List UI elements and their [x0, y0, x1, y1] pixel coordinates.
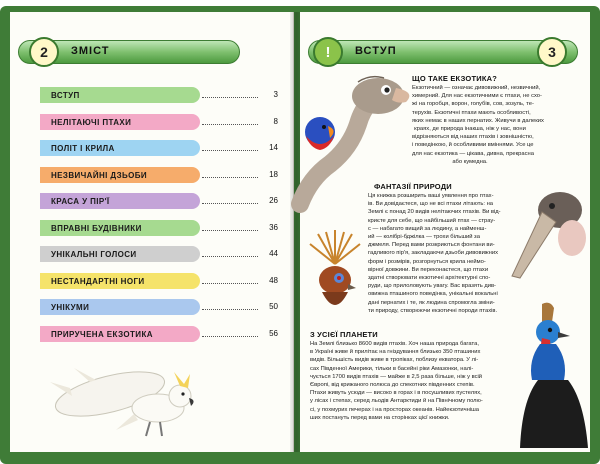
toc-leader-dots: [202, 304, 258, 310]
toc-item-page: 36: [269, 222, 278, 232]
toc-header-bar: [18, 40, 240, 64]
text-line: с — набагато вищий за людину, а найменш-: [368, 225, 487, 232]
text-line: Птахи живуть усюди — високо в горах і в посушливих пустелях,: [310, 390, 482, 397]
toc-item-label: ВПРАВНІ БУДІВНИКИ: [40, 220, 200, 236]
text-line: в Україні живе й прилітає на гніздування близько 350 пташиних: [310, 349, 481, 356]
text-line: джмеля. Перед вами розкриються фонтани ви-: [368, 242, 495, 249]
text-line: ших постануть перед вами на сторінках цієї книжки.: [310, 414, 450, 421]
marabou-stork-illustration: [512, 188, 588, 280]
toc-item-page: 48: [269, 275, 278, 285]
hoatzin-illustration: [304, 230, 366, 318]
text-line: видів. Більшість видів живе в тропіках, поблизу екватора. У лі-: [310, 357, 479, 364]
page-title: ВСТУП: [355, 45, 397, 57]
section-title: ЩО ТАКЕ ЕКЗОТИКА?: [412, 74, 497, 83]
toc-item-label: УНІКУМИ: [40, 299, 200, 315]
toc-item[interactable]: [40, 193, 276, 209]
toc-item[interactable]: [40, 114, 276, 130]
text-line: у лісах і степах, серед льодів Антарктиди й на Північному полю-: [310, 398, 483, 405]
toc-leader-dots: [202, 119, 258, 125]
section-title: З УСІЄЇ ПЛАНЕТИ: [310, 330, 378, 339]
toc-item[interactable]: [40, 220, 276, 236]
section-paragraph: [310, 340, 520, 422]
toc-item[interactable]: [40, 246, 276, 262]
text-line: сах Південної Америки, тільки в басейні ріки Амазонки, налі-: [310, 365, 474, 372]
toc-item[interactable]: [40, 87, 276, 103]
text-line: Ця книжка розширить ваші уявлення про птах-: [368, 193, 494, 199]
cockatoo-illustration: [50, 352, 250, 448]
text-line: Європі, від крижаного полюса до спекотних південних степів.: [310, 382, 475, 389]
text-line: відрізняються від наших птахів і зовнішністю,: [412, 134, 534, 141]
toc-item-page: 3: [273, 90, 278, 99]
section-paragraph: [368, 192, 518, 315]
intro-header-bar: [308, 40, 578, 64]
text-line: чується 1700 видів птахів — майже в 2,5 раза більше, ніж у всій: [310, 373, 483, 380]
toc-item-page: 14: [269, 143, 278, 152]
text-line: яких немає в наших пернатих. Живучи в далеких: [412, 117, 544, 124]
toc-leader-dots: [202, 278, 258, 284]
text-line: краях, де природа інакша, ніж у нас, вони: [414, 126, 526, 133]
text-line: терухів. Екзотичні птахи мають особливості,: [412, 109, 531, 116]
page-title: ЗМІСТ: [71, 45, 110, 57]
text-line: здатні створювати екзотичні архітектурні спо-: [368, 275, 491, 282]
text-line: жі на горобця, ворон, голубів, сов, зозуль, те-: [412, 101, 534, 108]
text-line: форм і розмірів, розгорнуться крила неймо-: [368, 258, 486, 265]
text-line: ів. Ви довідаєтеся, що не всі птахи літають: на: [368, 201, 494, 208]
toc-item[interactable]: [40, 299, 276, 315]
toc-item-page: 50: [269, 302, 278, 311]
toc-item[interactable]: [40, 273, 276, 289]
toc-item-page: 44: [269, 249, 278, 258]
toc-item[interactable]: [40, 167, 276, 183]
left-page: [10, 12, 294, 452]
text-line: і поведінкою, й особливими вміннями. Усе це: [412, 142, 534, 149]
toc-item-page: 26: [269, 196, 278, 205]
toc-leader-dots: [202, 198, 258, 204]
toc-item-page: 56: [269, 328, 278, 338]
text-line: ий — колібрі-бджілка — трохи більший за: [368, 234, 480, 241]
page-number: 3: [537, 37, 567, 67]
toc-leader-dots: [202, 145, 258, 151]
text-line: або кумедна.: [452, 158, 488, 165]
text-line: для нас екзотика — цікава, дивна, прекрасна: [412, 150, 534, 157]
toc-item-page: 8: [273, 116, 278, 126]
right-page: [300, 12, 590, 452]
lory-parrot-illustration: [300, 114, 340, 154]
toc-leader-dots: [202, 92, 258, 98]
toc-leader-dots: [202, 172, 258, 178]
text-line: Екзотичний — означає дивовижний, незвичний,: [412, 85, 541, 91]
toc-leader-dots: [202, 331, 258, 337]
toc-leader-dots: [202, 251, 258, 257]
text-line: химерний. Для нас екзотичними є птахи, не схо-: [412, 93, 542, 100]
text-line: дані пернатих і те, як людина спромогла зміни-: [368, 299, 495, 306]
page-number: 2: [29, 37, 59, 67]
table-of-contents: [40, 87, 276, 352]
text-line: сі, у похмурих печерах і на просторах океанів. Найекзотичніша: [310, 406, 480, 413]
toc-item-label: УНІКАЛЬНІ ГОЛОСИ: [40, 246, 200, 262]
toc-item-label: КРАСА У ПІР'Ї: [40, 193, 200, 209]
toc-item-label: НЕЗВИЧАЙНІ ДЗЬОБИ: [40, 167, 200, 183]
section-paragraph: [412, 84, 544, 166]
section-title: ФАНТАЗІЇ ПРИРОДИ: [374, 182, 452, 191]
cassowary-illustration: [512, 300, 588, 448]
toc-item-page: 18: [269, 169, 278, 179]
toc-item[interactable]: [40, 140, 276, 156]
text-line: Землі є понад 20 видів нелітаючих птахів. Ви від-: [368, 209, 501, 216]
text-line: гадливого пір'я, закладаючи дзьоби дивовижних: [368, 250, 499, 257]
text-line: овижна пташиного поведінка, унікальні вокальні: [368, 291, 498, 298]
toc-leader-dots: [202, 225, 258, 231]
toc-item-label: НЕЛІТАЮЧІ ПТАХИ: [40, 114, 200, 130]
text-line: вірної довжини. Ви переконаєтеся, що птахи: [368, 266, 489, 273]
toc-item[interactable]: [40, 326, 276, 342]
toc-item-label: ПОЛІТ І КРИЛА: [40, 140, 200, 156]
toc-item-label: ВСТУП: [40, 87, 200, 103]
text-line: руди, що прилоловують увагу. Вас вразять див-: [368, 283, 496, 290]
text-line: ти природу, створюючи екзотичні породи птахів.: [368, 307, 498, 314]
text-line: На Землі близько 8600 видів птахів. Хоч наша природа багата,: [310, 341, 479, 347]
text-line: криєте для себе, що найбільший птах — страу-: [368, 217, 496, 224]
toc-item-label: ПРИРУЧЕНА ЕКЗОТИКА: [40, 326, 200, 342]
exclamation-icon: !: [313, 37, 343, 67]
toc-item-label: НЕСТАНДАРТНІ НОГИ: [40, 273, 200, 289]
